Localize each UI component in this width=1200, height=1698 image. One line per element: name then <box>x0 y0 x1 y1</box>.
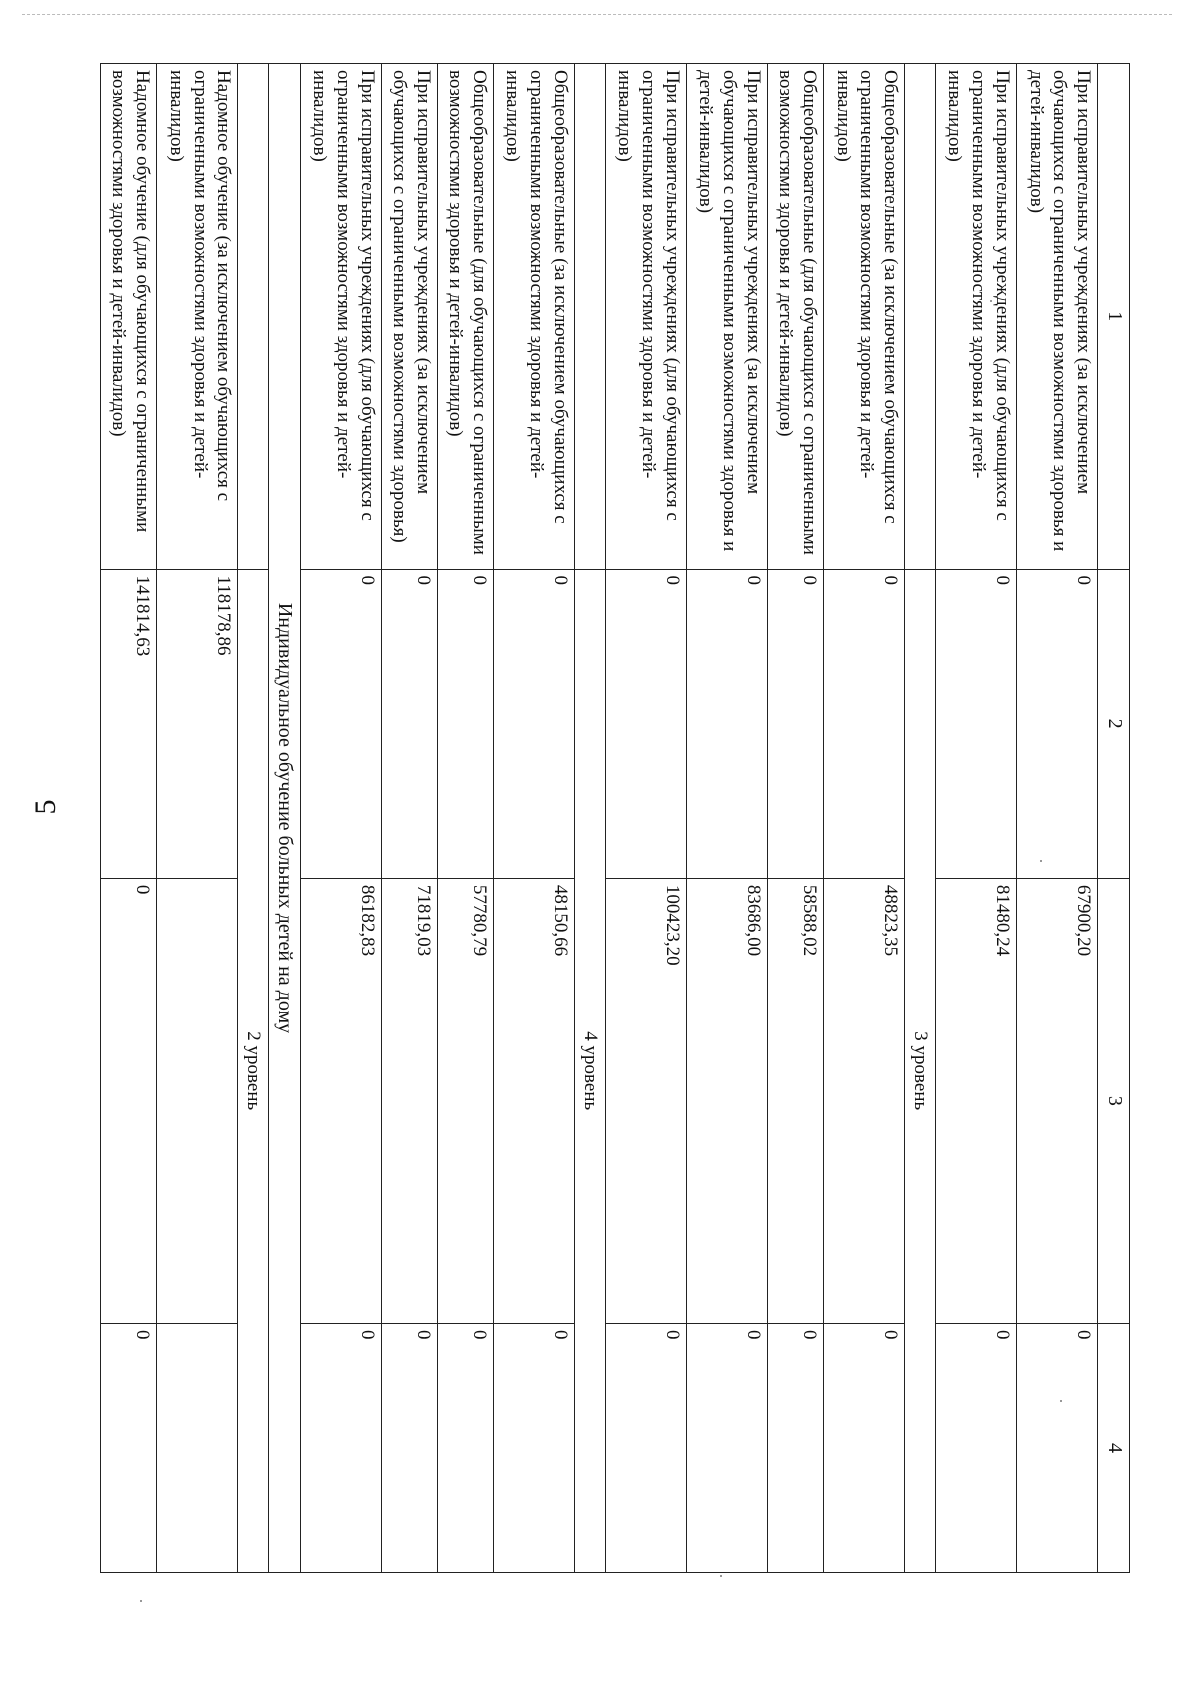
row-col-3: 100423,20 <box>605 878 686 1323</box>
table-row <box>382 64 438 1573</box>
row-col-4: 0 <box>382 1323 438 1572</box>
table-row <box>935 64 1016 1573</box>
row-col-4: 0 <box>767 1323 823 1572</box>
header-col-4: 4 <box>1098 1323 1130 1572</box>
row-col-2: 0 <box>382 569 438 878</box>
row-name: Надомное обучение (для обучающихся с ограниченными возможностями здоровья и детей-инвалидов) <box>101 64 157 570</box>
header-col-1: 1 <box>1098 64 1130 570</box>
level-gap <box>905 64 936 570</box>
table-row <box>686 64 767 1573</box>
level-row <box>238 64 269 1573</box>
scan-speck <box>1060 1400 1062 1402</box>
row-name: Общеобразовательные (за исключением обучающихся с ограниченными возможностями здоровья и детей-инвалидов) <box>823 64 904 570</box>
table-row <box>101 64 157 1573</box>
level-gap <box>575 64 606 570</box>
row-col-3: 81480,24 <box>935 878 1016 1323</box>
header-row <box>1098 64 1130 1573</box>
row-col-3: 48150,66 <box>493 878 574 1323</box>
row-col-2: 118178,86 <box>157 569 238 878</box>
table-row <box>605 64 686 1573</box>
table-row <box>157 64 238 1573</box>
row-col-4: 0 <box>605 1323 686 1572</box>
row-name: Общеобразовательные (для обучающихся с ограниченными возможностями здоровья и детей-инвалидов) <box>437 64 493 570</box>
table-row <box>1016 64 1097 1573</box>
scan-speck <box>1040 860 1042 862</box>
row-name: Общеобразовательные (за исключением обучающихся с ограниченными возможностями здоровья и детей-инвалидов) <box>493 64 574 570</box>
row-col-4: 0 <box>823 1323 904 1572</box>
row-name: При исправительных учреждениях (за исключением обучающихся с ограниченными возможностями здоровья и детей-инвалидов) <box>686 64 767 570</box>
section-title-row <box>268 64 300 1573</box>
row-col-4: 0 <box>686 1323 767 1572</box>
table-row <box>767 64 823 1573</box>
row-col-2: 0 <box>300 569 381 878</box>
row-col-2: 0 <box>686 569 767 878</box>
page-number: 5 <box>29 799 62 815</box>
row-col-4: 0 <box>101 1323 157 1572</box>
scan-speck <box>720 1575 722 1577</box>
row-col-4: 0 <box>493 1323 574 1572</box>
row-name: При исправительных учреждениях (для обучающихся с ограниченными возможностями здоровья и детей-инвалидов) <box>605 64 686 570</box>
row-col-3: 71819,03 <box>382 878 438 1323</box>
header-col-2: 2 <box>1098 569 1130 878</box>
level-label: 4 уровень <box>575 569 606 1573</box>
scan-edge-line <box>22 14 1172 15</box>
table-row <box>823 64 904 1573</box>
row-col-4: 0 <box>437 1323 493 1572</box>
row-col-2: 0 <box>823 569 904 878</box>
row-name: Надомное обучение (за исключением обучающихся с ограниченными возможностями здоровья и детей-инвалидов) <box>157 64 238 570</box>
row-col-3: 67900,20 <box>1016 878 1097 1323</box>
row-name: Общеобразовательные (для обучающихся с ограниченными возможностями здоровья и детей-инвалидов) <box>767 64 823 570</box>
row-col-3: 58588,02 <box>767 878 823 1323</box>
section-title: Индивидуальное обучение больных детей на дому <box>268 64 300 1573</box>
row-col-2: 0 <box>767 569 823 878</box>
row-col-3: 48823,35 <box>823 878 904 1323</box>
row-col-2: 0 <box>605 569 686 878</box>
level-label: 2 уровень <box>238 569 269 1573</box>
row-col-3 <box>157 878 238 1323</box>
row-name: При исправительных учреждениях (за исключением обучающихся с ограниченными возможностями здоровья и детей-инвалидов) <box>1016 64 1097 570</box>
scan-speck <box>990 300 992 302</box>
level-row <box>575 64 606 1573</box>
row-col-2: 141814,63 <box>101 569 157 878</box>
table-row <box>493 64 574 1573</box>
rotated-table-container <box>100 63 1130 1573</box>
row-col-2: 0 <box>437 569 493 878</box>
table-row <box>437 64 493 1573</box>
row-col-3: 0 <box>101 878 157 1323</box>
row-name: При исправительных учреждениях (для обучающихся с ограниченными возможностями здоровья и детей-инвалидов) <box>300 64 381 570</box>
table-row <box>300 64 381 1573</box>
row-col-4 <box>157 1323 238 1572</box>
row-name: При исправительных учреждениях (для обучающихся с ограниченными возможностями здоровья и детей-инвалидов) <box>935 64 1016 570</box>
row-col-2: 0 <box>1016 569 1097 878</box>
row-col-4: 0 <box>935 1323 1016 1572</box>
header-col-3: 3 <box>1098 878 1130 1323</box>
row-col-4: 0 <box>1016 1323 1097 1572</box>
row-col-4: 0 <box>300 1323 381 1572</box>
level-row <box>905 64 936 1573</box>
level-label: 3 уровень <box>905 569 936 1573</box>
row-col-3: 86182,83 <box>300 878 381 1323</box>
row-col-3: 57780,79 <box>437 878 493 1323</box>
row-name: При исправительных учреждениях (за исключением обучающихся с ограниченными возможностями здоровья) <box>382 64 438 570</box>
level-gap <box>238 64 269 570</box>
row-col-2: 0 <box>935 569 1016 878</box>
row-col-3: 83686,00 <box>686 878 767 1323</box>
scan-speck <box>140 1600 142 1602</box>
row-col-2: 0 <box>493 569 574 878</box>
cost-table <box>100 63 1130 1573</box>
